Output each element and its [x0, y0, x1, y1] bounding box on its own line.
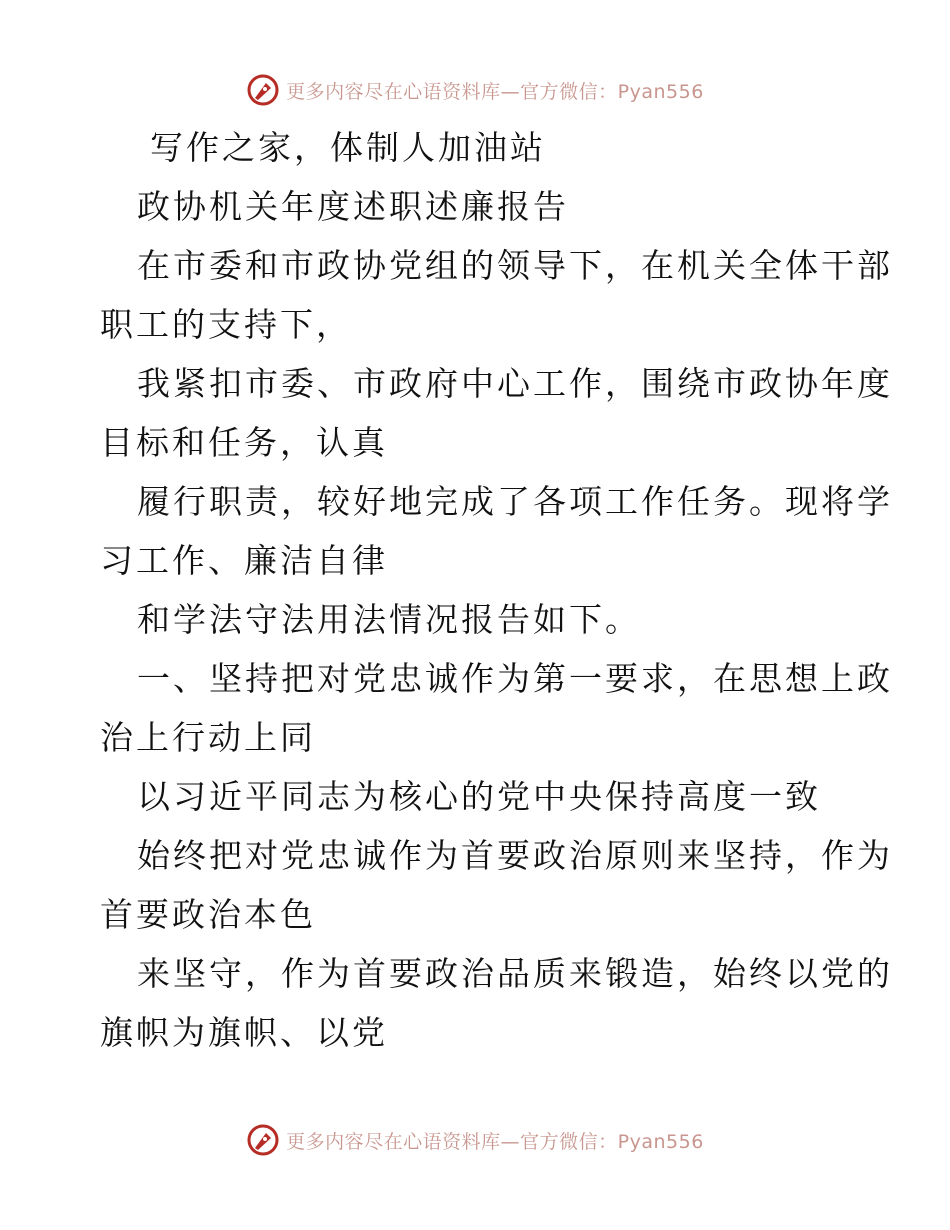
pen-nib-icon [246, 73, 280, 107]
text-line: 习工作、廉洁自律 [100, 541, 388, 580]
section-heading: 一、坚持把对党忠诚作为第一要求，在思想上政 [137, 659, 893, 698]
text-line: 职工的支持下， [100, 305, 352, 344]
document-body [100, 118, 893, 1062]
watermark-text: 更多内容尽在心语资料库—官方微信：Pyan556 [286, 1130, 704, 1153]
pen-nib-icon [246, 1123, 280, 1157]
text-line: 履行职责，较好地完成了各项工作任务。现将学 [137, 482, 893, 521]
document-title: 政协机关年度述职述廉报告 [137, 187, 569, 226]
text-line: 治上行动上同 [100, 718, 316, 757]
text-line: 始终把对党忠诚作为首要政治原则来坚持，作为 [137, 836, 893, 875]
text-line: 在市委和市政协党组的领导下，在机关全体干部 [137, 246, 893, 285]
text-line: 我紧扣市委、市政府中心工作，围绕市政协年度 [137, 364, 893, 403]
footer-watermark [0, 1120, 950, 1160]
text-line: 旗帜为旗帜、以党 [100, 1013, 388, 1052]
text-line: 写作之家，体制人加油站 [150, 128, 546, 167]
text-line: 目标和任务，认真 [100, 423, 388, 462]
header-watermark [0, 70, 950, 110]
text-line: 来坚守，作为首要政治品质来锻造，始终以党的 [137, 954, 893, 993]
watermark-text: 更多内容尽在心语资料库—官方微信：Pyan556 [286, 80, 704, 103]
text-line: 以习近平同志为核心的党中央保持高度一致 [137, 777, 821, 816]
text-line: 首要政治本色 [100, 895, 316, 934]
text-line: 和学法守法用法情况报告如下。 [137, 600, 641, 639]
